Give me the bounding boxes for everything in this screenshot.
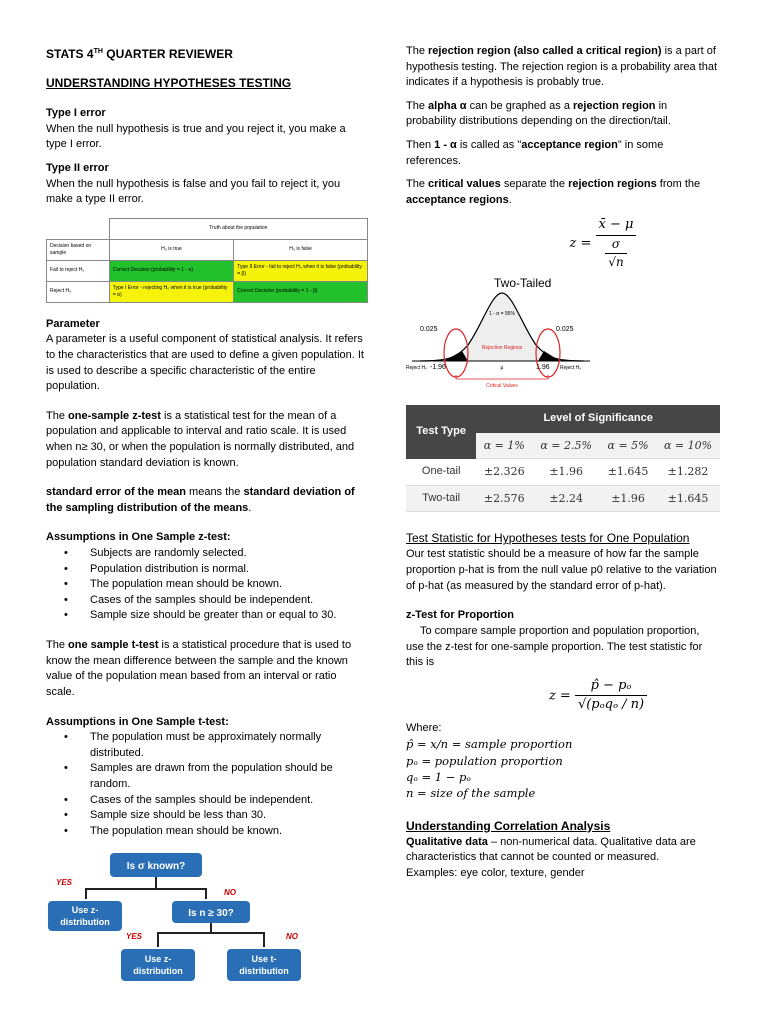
flow-q1: Is σ known? [126,861,186,873]
flow-use-z-1: Use z- [71,905,99,916]
right-column [406,44,720,881]
sig-table-alpha: α = 1% [476,433,532,459]
teststat-text: Our test statistic should be a measure of how far the sample proportion p-hat is from the null value p0 relative to the variation of p-hat (as measured by the standard error of p-hat). [406,548,717,592]
type1-heading: Type I error [46,107,106,120]
where-line-1: p̂ = x/n = sample proportion [406,737,573,752]
graph-right-tail: 0.025 [556,326,574,333]
sem-paragraph: standard error of the mean means the standard deviation of the sampling distribution of the means. [46,486,355,514]
z-assumptions-list [46,546,364,624]
graph-left-cv: -1.96 [430,364,446,371]
error-table [46,218,368,303]
graph-rejection-label: Rejection Regions [481,345,523,351]
sig-table-alpha: α = 5% [600,433,656,459]
flow-connector [156,889,206,899]
sig-table-level: Level of Significance [476,405,720,433]
flow-yes-1: YES [56,878,73,888]
error-table-cell-correct2: Correct Decision (probability = 1 - β) [234,281,368,302]
parameter-text: A parameter is a useful component of statistical analysis. It refers to the characteristics that are used to define a given population. It is used to describe a specific characteristic of the entire population. [46,333,364,393]
error-table-col-decision: Decision based on sample [47,239,110,260]
flow-connector [158,923,211,947]
z-formula-proportion: z = $\frac{\text{p̂ − pₒ}}{\text{√(pₒqₒ / n)}}$ [476,677,720,715]
table-row: Two-tail ±2.576 ±2.24 ±1.96 ±1.645 [406,485,720,512]
flow-q2: Is n ≥ 30? [188,908,234,920]
flow-no-2: NO [286,932,298,942]
alpha-paragraph: The alpha α can be graphed as a rejection region in probability distributions depending on the direction/tail. [406,99,671,128]
distribution-flowchart [46,849,364,989]
flow-connector [86,877,156,899]
flow-use-z-2: Use z- [144,954,172,965]
left-column [46,40,364,989]
where-line-4: n = size of the sample [406,786,536,801]
parameter-heading: Parameter [46,317,100,330]
ttest-paragraph: The one sample t-test is a statistical procedure that is used to know the mean difference between the sample and the known value of the population mean based from an interval or ratio scale. [46,639,352,698]
flow-use-z-2b: distribution [133,966,183,977]
list-item: • Cases of the samples should be independent. [46,593,364,609]
error-table-header: Truth about the population [109,218,367,239]
two-tailed-graph [406,275,720,395]
document-title: STATS 4TH QUARTER REVIEWER [46,47,233,61]
correlation-examples: Examples: eye color, texture, gender [406,866,585,879]
list-item: • The population mean should be known. [46,824,364,840]
flow-use-t: Use t- [251,954,277,965]
t-assumptions-list [46,730,364,839]
zprop-text: To compare sample proportion and population proportion, use the z-test for one-sample proportion. The test statistic for this is [406,624,703,669]
flow-connector [211,933,264,947]
graph-center-label: 1 - α = 95% [489,311,515,317]
list-item: • Sample size should be greater than or equal to 30. [46,608,364,624]
graph-title: Two-Tailed [494,276,552,290]
graph-critical-label: Critical Values [486,383,518,389]
where-line-2: pₒ = population proportion [406,753,563,768]
significance-table [406,405,720,512]
z-assumptions-heading: Assumptions in One Sample z-test: [46,531,231,544]
sig-table-alpha: α = 2.5% [532,433,600,459]
list-item: • Samples are drawn from the population should be random. [46,761,364,792]
error-table-row1-label: Fail to reject H₀ [47,260,110,281]
error-table-cell-type2: Type II Error - fail to reject H₀ when it is false (probability = β) [234,260,368,281]
critical-bracket [456,375,548,379]
flow-yes-2: YES [126,932,143,942]
section-heading-hypotheses: UNDERSTANDING HYPOTHESES TESTING [46,76,292,91]
critical-paragraph: The critical values separate the rejection regions from the acceptance regions. [406,178,701,206]
z-formula-mean: z = $\frac{x̄ - \mu}{\frac{\sigma}{√n}}$ [486,216,720,271]
error-table-cell-correct1: Correct Decision (probability = 1 - α) [109,260,233,281]
graph-left-tail: 0.025 [420,326,438,333]
error-table-col-false: H₀ is false [234,239,368,260]
sig-table-test-type: Test Type [406,405,476,459]
flow-use-t-b: distribution [239,966,289,977]
error-table-cell-type1: Type I Error - rejecting H₀ when it is true (probability = α) [109,281,233,302]
teststat-heading: Test Statistic for Hypotheses tests for One Population [406,531,690,546]
zprop-heading: z-Test for Proportion [406,609,514,622]
correlation-heading: Understanding Correlation Analysis [406,818,611,833]
list-item: • Subjects are randomly selected. [46,546,364,562]
graph-mu: μ [500,365,504,371]
where-label: Where: [406,721,442,734]
list-item: • Sample size should be less than 30. [46,808,364,824]
t-assumptions-heading: Assumptions in One Sample t-test: [46,715,229,728]
list-item: • Population distribution is normal. [46,562,364,578]
type2-heading: Type II error [46,161,109,174]
flow-use-z-1b: distribution [60,917,110,928]
list-item: • The population mean should be known. [46,577,364,593]
rejection-paragraph: The rejection region (also called a critical region) is a part of hypothesis testing. The rejection region is a probability area that indicates if a hypothesis is probably true. [406,45,718,89]
graph-right-cv: 1.96 [536,364,550,371]
where-line-3: qₒ = 1 − pₒ [406,769,471,784]
sig-table-alpha: α = 10% [656,433,720,459]
acceptance-paragraph: Then 1 - α is called as "acceptance region" in some references. [406,139,664,167]
table-row: One-tail ±2.326 ±1.96 ±1.645 ±1.282 [406,459,720,486]
correlation-text: Qualitative data – non-numerical data. Qualitative data are characteristics that cannot be counted or measured. [406,835,696,864]
list-item: • Cases of the samples should be independent. [46,793,364,809]
graph-reject-left: Reject H₀ [406,365,428,371]
flow-no-1: NO [224,888,236,898]
ztest-paragraph: The one-sample z-test is a statistical test for the mean of a population and applicable to interval and ratio scale. It is used when n≥ 30, or when the population is normally distributed, and population standard deviation is known. [46,409,355,469]
error-table-col-true: H₀ is true [109,239,233,260]
list-item: • The population must be approximately normally distributed. [46,730,364,761]
graph-reject-right: Reject H₀ [560,365,582,371]
type1-text: When the null hypothesis is true and you reject it, you make a type I error. [46,122,346,151]
type2-text: When the null hypothesis is false and you fail to reject it, you make a type II error. [46,177,341,206]
error-table-row2-label: Reject H₀ [47,281,110,302]
